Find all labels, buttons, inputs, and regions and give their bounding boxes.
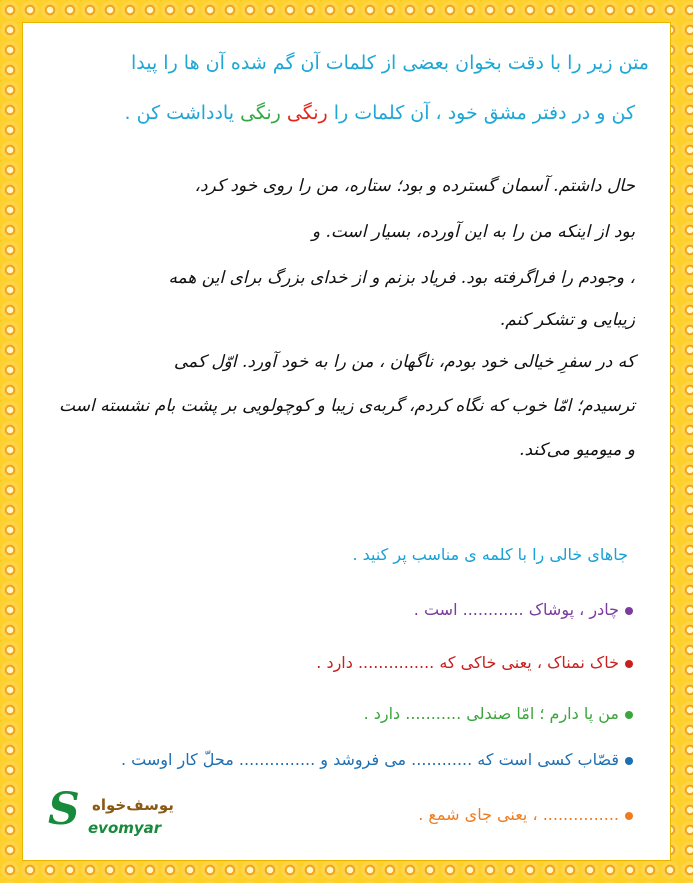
instruction-word-red: رنگی bbox=[286, 102, 328, 124]
bullet-icon bbox=[625, 757, 633, 765]
logo-english-text: evomyar bbox=[88, 819, 162, 837]
instruction-text: کن و در دفتر مشق خود ، آن کلمات را bbox=[333, 102, 635, 124]
exercise-item bbox=[364, 704, 633, 723]
story-line: ترسیدم؛ امّا خوب که نگاه کردم، گربه‌ی زیبا و کوچولویی بر پشت بام نشسته است bbox=[59, 396, 635, 416]
exercise-item bbox=[316, 653, 633, 672]
item-text: چادر ، پوشاک ............ است . bbox=[413, 600, 619, 619]
story-line: زیبایی و تشکر کنم. bbox=[499, 310, 635, 330]
item-text: من پا دارم ؛ امّا صندلی ........... دارد . bbox=[363, 704, 619, 723]
item-text: خاک نمناک ، یعنی خاکی که ............... دارد . bbox=[316, 653, 619, 672]
exercise-item bbox=[121, 750, 633, 769]
exercise-item bbox=[414, 600, 633, 619]
story-line: ، وجودم را فراگرفته بود. فریاد بزنم و از خدای بزرگ برای این همه bbox=[168, 268, 635, 288]
bullet-icon bbox=[625, 812, 633, 820]
instruction-text-end: یادداشت کن . bbox=[124, 102, 235, 124]
item-text: ............... ، یعنی جای شمع . bbox=[418, 805, 619, 824]
story-line: و میومیو می‌کند. bbox=[519, 440, 635, 460]
story-line: بود از اینکه من را به این آورده، بسیار است. و bbox=[311, 222, 635, 242]
bullet-icon bbox=[625, 711, 633, 719]
bullet-icon bbox=[625, 660, 633, 668]
bullet-icon bbox=[625, 607, 633, 615]
instruction-line-1: متن زیر را با دقت بخوان بعضی از کلمات آن گم شده آن ها را پیدا bbox=[130, 52, 649, 74]
logo-persian-text: یوسف‌خواه bbox=[92, 796, 174, 814]
logo-letter: S bbox=[48, 784, 80, 835]
instruction-word-green: رنگی bbox=[240, 102, 281, 124]
story-line: حال داشتم. آسمان گسترده و بود؛ ستاره، من را روی خود کرد، bbox=[194, 176, 635, 196]
exercise-title: جاهای خالی را با کلمه ی مناسب پر کنید . bbox=[352, 545, 628, 564]
instruction-line-2 bbox=[125, 102, 635, 124]
sevomyar-logo bbox=[48, 784, 174, 844]
exercise-item bbox=[418, 805, 633, 824]
story-line: که در سفرِ خیالی خود بودم، ناگهان ، من را به خود آورد. اوّل کمی bbox=[173, 352, 635, 372]
item-text: قصّاب کسی است که ............ می فروشد و ............... محلّ کار اوست . bbox=[120, 750, 619, 769]
